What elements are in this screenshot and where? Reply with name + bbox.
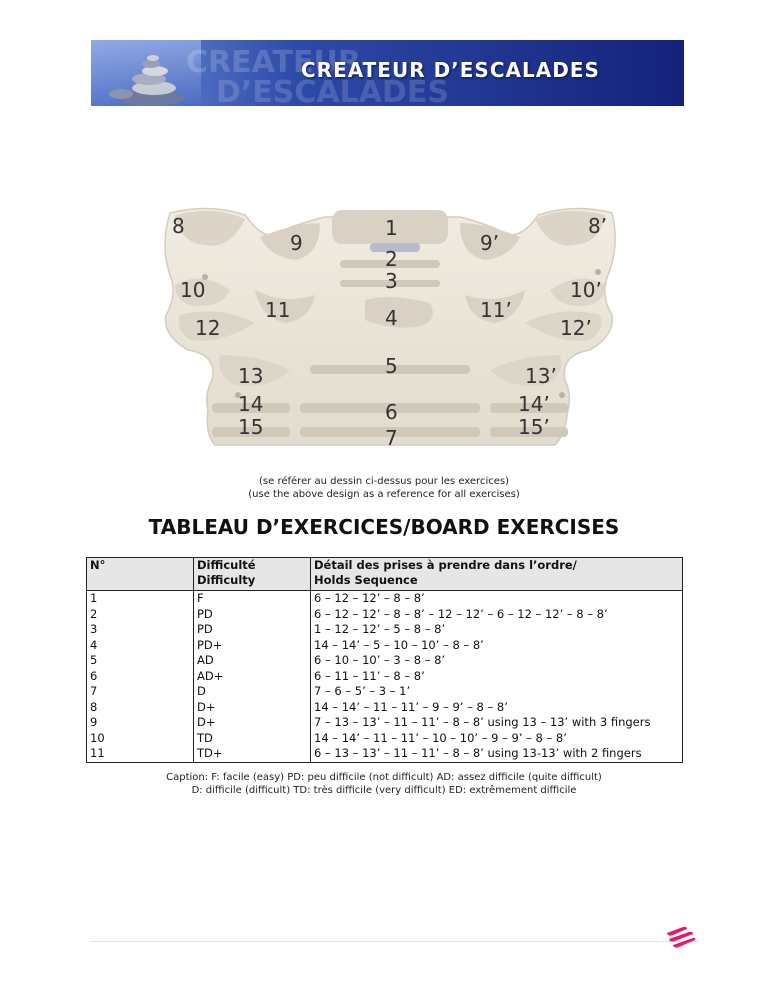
hold-label-12: 12 <box>195 316 221 340</box>
hold-label-3: 3 <box>385 269 398 293</box>
row-number: 5 <box>87 653 194 669</box>
header-sequence-fr: Détail des prises à prendre dans l’ordre/ <box>314 558 577 572</box>
header-number: N° <box>87 558 194 591</box>
header-sequence-en: Holds Sequence <box>314 573 418 587</box>
row-difficulty: D+ <box>194 700 311 716</box>
hold-label-10: 10 <box>180 278 206 302</box>
stripes-logo-icon <box>663 925 697 949</box>
table-row <box>87 700 683 716</box>
row-difficulty: AD <box>194 653 311 669</box>
hold-label-5: 5 <box>385 354 398 378</box>
hold-label-12-prime: 12’ <box>560 316 592 340</box>
table-row <box>87 684 683 700</box>
hold-label-10-prime: 10’ <box>570 278 602 302</box>
row-sequence: 14 – 14’ – 11 – 11’ – 9 – 9’ – 8 – 8’ <box>311 700 683 716</box>
exercise-table <box>86 557 683 763</box>
banner-watermark-2: D’ESCALADES <box>216 75 449 106</box>
row-difficulty: PD <box>194 607 311 623</box>
header-difficulty <box>194 558 311 591</box>
row-number: 10 <box>87 731 194 747</box>
row-sequence: 6 – 12 – 12’ – 8 – 8’ – 12 – 12’ – 6 – 12 – 12’ – 8 – 8’ <box>311 607 683 623</box>
reference-note-fr: (se référer au dessin ci-dessus pour les exercices) <box>259 476 509 487</box>
row-sequence: 7 – 13 – 13’ – 11 – 11’ – 8 – 8’ using 13 – 13’ with 3 fingers <box>311 715 683 731</box>
hold-label-13: 13 <box>238 364 264 388</box>
hold-label-8: 8 <box>172 214 185 238</box>
hold-label-9: 9 <box>290 231 303 255</box>
row-difficulty: TD <box>194 731 311 747</box>
row-sequence: 7 – 6 – 5’ – 3 – 1’ <box>311 684 683 700</box>
row-sequence: 1 – 12 – 12’ – 5 – 8 – 8’ <box>311 622 683 638</box>
row-difficulty: F <box>194 591 311 607</box>
table-row <box>87 607 683 623</box>
caption-line-1: Caption: F: facile (easy) PD: peu difficile (not difficult) AD: assez difficile (quite difficult) <box>166 772 602 783</box>
row-number: 8 <box>87 700 194 716</box>
row-number: 7 <box>87 684 194 700</box>
row-difficulty: PD <box>194 622 311 638</box>
table-row <box>87 669 683 685</box>
table-header-row <box>87 558 683 591</box>
header-banner <box>91 40 684 106</box>
table-row <box>87 653 683 669</box>
table-row <box>87 715 683 731</box>
hold-label-8-prime: 8’ <box>588 214 608 238</box>
footer-divider <box>90 941 700 942</box>
section-title: TABLEAU D’EXERCICES/BOARD EXERCISES <box>148 515 620 539</box>
row-number: 2 <box>87 607 194 623</box>
row-number: 9 <box>87 715 194 731</box>
hold-label-6: 6 <box>385 400 398 424</box>
row-number: 11 <box>87 746 194 762</box>
header-difficulty-en: Difficulty <box>197 573 256 587</box>
row-sequence: 6 – 11 – 11’ – 8 – 8’ <box>311 669 683 685</box>
table-row <box>87 746 683 762</box>
header-difficulty-fr: Difficulté <box>197 558 256 572</box>
hold-label-11: 11 <box>265 298 291 322</box>
row-sequence: 6 – 10 – 10’ – 3 – 8 – 8’ <box>311 653 683 669</box>
row-sequence: 14 – 14’ – 11 – 11’ – 10 – 10’ – 9 – 9’ – 8 – 8’ <box>311 731 683 747</box>
row-sequence: 6 – 13 – 13’ – 11 – 11’ – 8 – 8’ using 13-13’ with 2 fingers <box>311 746 683 762</box>
hold-label-14-prime: 14’ <box>518 392 550 416</box>
row-sequence: 6 – 12 – 12’ – 8 – 8’ <box>311 591 683 607</box>
row-difficulty: TD+ <box>194 746 311 762</box>
row-number: 6 <box>87 669 194 685</box>
hold-label-13-prime: 13’ <box>525 364 557 388</box>
hangboard-diagram <box>160 205 620 450</box>
hold-label-1: 1 <box>385 216 398 240</box>
row-difficulty: AD+ <box>194 669 311 685</box>
hold-label-4: 4 <box>385 306 398 330</box>
hold-label-7: 7 <box>385 426 398 450</box>
banner-title: CREATEUR D’ESCALADES <box>301 58 600 82</box>
row-difficulty: PD+ <box>194 638 311 654</box>
header-sequence <box>311 558 683 591</box>
table-row <box>87 591 683 607</box>
row-sequence: 14 – 14’ – 5 – 10 – 10’ – 8 – 8’ <box>311 638 683 654</box>
row-number: 3 <box>87 622 194 638</box>
caption-line-2: D: difficile (difficult) TD: très difficile (very difficult) ED: extrêmement difficile <box>191 785 577 796</box>
hold-label-9-prime: 9’ <box>480 231 500 255</box>
row-number: 1 <box>87 591 194 607</box>
caption <box>0 771 768 797</box>
hold-label-15: 15 <box>238 415 264 439</box>
table-row <box>87 622 683 638</box>
reference-note-en: (use the above design as a reference for all exercises) <box>248 489 520 500</box>
row-difficulty: D+ <box>194 715 311 731</box>
hangboard-svg <box>160 205 620 450</box>
banner-watermark-1: CREATEUR <box>186 45 361 80</box>
row-difficulty: D <box>194 684 311 700</box>
table-row <box>87 731 683 747</box>
row-number: 4 <box>87 638 194 654</box>
table-row <box>87 638 683 654</box>
hold-label-11-prime: 11’ <box>480 298 512 322</box>
hold-label-15-prime: 15’ <box>518 415 550 439</box>
hold-label-14: 14 <box>238 392 264 416</box>
hold-label-2: 2 <box>385 247 398 271</box>
